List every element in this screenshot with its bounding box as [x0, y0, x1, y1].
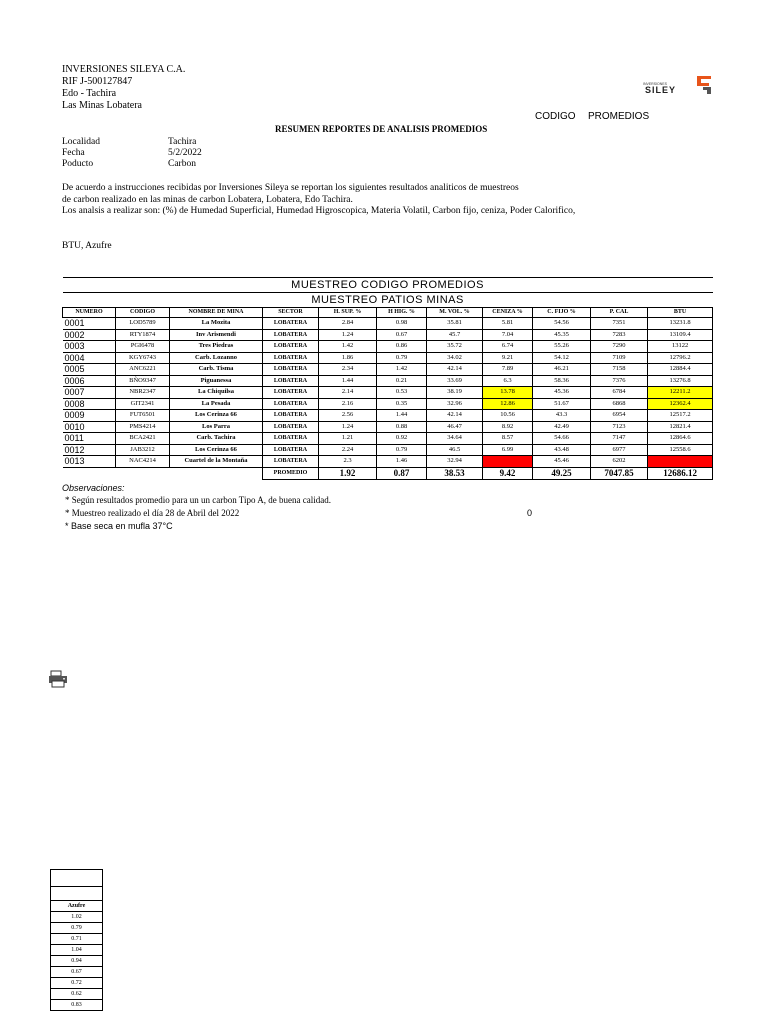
cell-hsup: 2.34	[319, 364, 377, 376]
promedio-ceniza: 9.42	[483, 467, 533, 479]
azufre-row	[51, 934, 103, 945]
observation-note: * Muestreo realizado el día 28 de Abril del 2022	[65, 508, 240, 518]
cell-hhig: 1.46	[377, 456, 427, 468]
cell-hsup: 2.84	[319, 318, 377, 330]
azufre-value: 1.04	[51, 945, 103, 956]
cell-codigo: NBR2347	[116, 387, 170, 399]
cell-hhig: 0.67	[377, 329, 427, 341]
cell-hsup: 2.24	[319, 444, 377, 456]
cell-mvol: 34.64	[427, 433, 483, 445]
cell-sector: LOBATERA	[263, 398, 319, 410]
azufre-blank-cell	[51, 870, 103, 887]
table-row	[63, 329, 713, 341]
cell-mina: La Chiquilsa	[170, 387, 263, 399]
table-row	[63, 456, 713, 468]
cell-sector: LOBATERA	[263, 410, 319, 422]
table-row	[63, 341, 713, 353]
azufre-row	[51, 923, 103, 934]
cell-hsup: 2.16	[319, 398, 377, 410]
cell-hsup: 1.86	[319, 352, 377, 364]
cell-codigo: RTY1874	[116, 329, 170, 341]
cell-hhig: 0.86	[377, 341, 427, 353]
cell-pcal: 6954	[591, 410, 648, 422]
sileya-logo	[643, 74, 713, 96]
cell-hsup: 2.14	[319, 387, 377, 399]
paragraph-line: de carbon realizado en las minas de carbon Lobatera, Lobatera, Edo Tachira.	[62, 194, 353, 205]
cell-mvol: 35.72	[427, 341, 483, 353]
cell-cfijo: 54.56	[533, 318, 591, 330]
cell-mina: Carb. Tachira	[170, 433, 263, 445]
cell-numero: 0003	[63, 341, 116, 353]
azufre-blank-cell	[51, 887, 103, 901]
report-title: RESUMEN REPORTES DE ANALISIS PROMEDIOS	[275, 124, 488, 134]
cell-ceniza: 13.78	[483, 387, 533, 399]
cell-mina: Los Cerinza 66	[170, 444, 263, 456]
cell-numero: 0007	[63, 387, 116, 399]
blank-cell	[170, 467, 263, 479]
promedio-pcal: 7047.85	[591, 467, 648, 479]
blank-cell	[63, 467, 116, 479]
cell-sector: LOBATERA	[263, 318, 319, 330]
cell-ceniza: 8.57	[483, 433, 533, 445]
cell-codigo: KGY6743	[116, 352, 170, 364]
cell-hhig: 0.35	[377, 398, 427, 410]
cell-hsup: 1.21	[319, 433, 377, 445]
column-header: C. FIJO %	[533, 308, 591, 318]
cell-mina: Tres Piedras	[170, 341, 263, 353]
table-subtitle: MUESTREO PATIOS MINAS	[63, 293, 713, 308]
cell-mvol: 35.81	[427, 318, 483, 330]
cell-sector: LOBATERA	[263, 375, 319, 387]
promedio-cfijo: 49.25	[533, 467, 591, 479]
cell-pcal: 7283	[591, 329, 648, 341]
column-header: P. CAL	[591, 308, 648, 318]
cell-mvol: 46.5	[427, 444, 483, 456]
intro-paragraph	[62, 183, 662, 218]
table-row	[63, 375, 713, 387]
cell-hsup: 1.24	[319, 421, 377, 433]
cell-mina: Los Cerinza 66	[170, 410, 263, 422]
azufre-value: 1.02	[51, 912, 103, 923]
cell-pcal: 6868	[591, 398, 648, 410]
promedio-row	[63, 467, 713, 479]
column-header: CENIZA %	[483, 308, 533, 318]
cell-sector: LOBATERA	[263, 352, 319, 364]
cell-cfijo: 42.49	[533, 421, 591, 433]
observaciones-title: Observaciones:	[62, 483, 125, 493]
cell-mvol: 32.96	[427, 398, 483, 410]
cell-numero: 0005	[63, 364, 116, 376]
cell-cfijo: 54.12	[533, 352, 591, 364]
btu-line: BTU, Azufre	[62, 241, 112, 251]
column-header: H HIG. %	[377, 308, 427, 318]
cell-numero: 0013	[63, 456, 116, 468]
paragraph-line: De acuerdo a instrucciones recibidas por Inversiones Sileya se reportan los siguientes resultados analiticos de muestreos	[62, 183, 519, 193]
cell-btu: 12558.6	[648, 444, 713, 456]
cell-btu: 13231.8	[648, 318, 713, 330]
cell-hhig: 0.79	[377, 352, 427, 364]
cell-mina: La Mozita	[170, 318, 263, 330]
table-row	[63, 352, 713, 364]
table-title: MUESTREO CODIGO PROMEDIOS	[63, 278, 713, 293]
cell-pcal: 7290	[591, 341, 648, 353]
cell-ceniza: 6.99	[483, 444, 533, 456]
azufre-row	[51, 989, 103, 1000]
cell-sector: LOBATERA	[263, 444, 319, 456]
cell-pcal: 6977	[591, 444, 648, 456]
cell-mina: Carb. Tisma	[170, 364, 263, 376]
cell-cfijo: 55.26	[533, 341, 591, 353]
cell-hhig: 0.98	[377, 318, 427, 330]
cell-ceniza: 9.21	[483, 352, 533, 364]
cell-numero: 0011	[63, 433, 116, 445]
cell-pcal: 7376	[591, 375, 648, 387]
cell-numero: 0006	[63, 375, 116, 387]
cell-btu: 13276.8	[648, 375, 713, 387]
cell-sector: LOBATERA	[263, 341, 319, 353]
azufre-row	[51, 967, 103, 978]
cell-cfijo: 51.67	[533, 398, 591, 410]
azufre-header: Azufre	[51, 901, 103, 912]
results-table	[62, 277, 713, 480]
cell-codigo: PGI6478	[116, 341, 170, 353]
cell-mvol: 42.14	[427, 410, 483, 422]
cell-pcal: 6784	[591, 387, 648, 399]
cell-cfijo: 45.46	[533, 456, 591, 468]
cell-btu: 12796.2	[648, 352, 713, 364]
azufre-row	[51, 956, 103, 967]
observation-note: * Según resultados promedio para un un carbon Tipo A, de buena calidad.	[65, 495, 331, 505]
company-name: INVERSIONES SILEYA C.A.	[62, 64, 186, 75]
cell-numero: 0004	[63, 352, 116, 364]
cell-numero: 0010	[63, 421, 116, 433]
codigo-label: CODIGO	[535, 111, 576, 122]
cell-pcal: 7158	[591, 364, 648, 376]
cell-cfijo: 43.48	[533, 444, 591, 456]
cell-ceniza: 7.04	[483, 329, 533, 341]
cell-mvol: 42.14	[427, 364, 483, 376]
cell-codigo: PMS4214	[116, 421, 170, 433]
azufre-row	[51, 945, 103, 956]
cell-sector: LOBATERA	[263, 387, 319, 399]
cell-hhig: 0.88	[377, 421, 427, 433]
cell-btu: 12517.2	[648, 410, 713, 422]
paragraph-line: Los analsis a realizar son: (%) de Humedad Superficial, Humedad Higroscopica, Materia Volatil, Carbon fijo, ceniza, Poder Calorifico,	[62, 206, 576, 216]
cell-hhig: 0.79	[377, 444, 427, 456]
cell-hhig: 1.44	[377, 410, 427, 422]
cell-mvol: 34.02	[427, 352, 483, 364]
column-header: SECTOR	[263, 308, 319, 318]
cell-numero: 0001	[63, 318, 116, 330]
cell-hhig: 0.53	[377, 387, 427, 399]
info-value: Carbon	[168, 159, 196, 169]
svg-text:INVERSIONES: INVERSIONES	[643, 82, 667, 86]
azufre-value: 0.94	[51, 956, 103, 967]
cell-mvol: 45.7	[427, 329, 483, 341]
company-location: Las Minas Lobatera	[62, 100, 142, 111]
info-key: Fecha	[62, 148, 85, 158]
azufre-value: 0.62	[51, 989, 103, 1000]
svg-text:SILEY: SILEY	[645, 85, 677, 95]
cell-codigo: ANC6221	[116, 364, 170, 376]
cell-pcal: 6202	[591, 456, 648, 468]
cell-hhig: 0.92	[377, 433, 427, 445]
cell-btu: 12362.4	[648, 398, 713, 410]
table-row	[63, 410, 713, 422]
cell-cfijo: 58.36	[533, 375, 591, 387]
cell-mina: Carb. Lozanno	[170, 352, 263, 364]
table-row	[63, 364, 713, 376]
company-header	[62, 64, 185, 112]
azufre-row	[51, 1000, 103, 1011]
cell-btu: 12884.4	[648, 364, 713, 376]
azufre-value: 0.67	[51, 967, 103, 978]
cell-codigo: BÑO9347	[116, 375, 170, 387]
table-row	[63, 398, 713, 410]
observation-note: * Base seca en mufla 37°C	[65, 521, 173, 531]
cell-hsup: 1.42	[319, 341, 377, 353]
info-key: Poducto	[62, 159, 94, 169]
cell-ceniza	[483, 456, 533, 468]
info-value: Tachira	[168, 137, 197, 147]
azufre-table	[50, 869, 103, 1011]
azufre-row	[51, 912, 103, 923]
column-header: M. VOL. %	[427, 308, 483, 318]
table-row	[63, 444, 713, 456]
cell-sector: LOBATERA	[263, 421, 319, 433]
info-key: Localidad	[62, 137, 100, 147]
cell-hhig: 1.42	[377, 364, 427, 376]
column-header: BTU	[648, 308, 713, 318]
promedio-btu: 12686.12	[648, 467, 713, 479]
cell-codigo: BCA2421	[116, 433, 170, 445]
cell-ceniza: 10.56	[483, 410, 533, 422]
cell-ceniza: 6.3	[483, 375, 533, 387]
promedio-hsup: 1.92	[319, 467, 377, 479]
cell-mina: La Pesada	[170, 398, 263, 410]
cell-mvol: 46.47	[427, 421, 483, 433]
promedio-mvol: 38.53	[427, 467, 483, 479]
azufre-value: 0.79	[51, 923, 103, 934]
cell-mvol: 32.94	[427, 456, 483, 468]
cell-ceniza: 12.86	[483, 398, 533, 410]
cell-numero: 0012	[63, 444, 116, 456]
cell-btu: 12864.6	[648, 433, 713, 445]
cell-btu: 13122	[648, 341, 713, 353]
cell-btu: 13109.4	[648, 329, 713, 341]
cell-cfijo: 46.21	[533, 364, 591, 376]
cell-mina: Cuartel de la Montaña	[170, 456, 263, 468]
azufre-value: 0.72	[51, 978, 103, 989]
azufre-value: 0.83	[51, 1000, 103, 1011]
cell-ceniza: 8.92	[483, 421, 533, 433]
cell-hsup: 1.24	[319, 329, 377, 341]
cell-cfijo: 43.3	[533, 410, 591, 422]
cell-numero: 0002	[63, 329, 116, 341]
blank-cell	[116, 467, 170, 479]
promedio-hhig: 0.87	[377, 467, 427, 479]
cell-numero: 0009	[63, 410, 116, 422]
cell-cfijo: 45.35	[533, 329, 591, 341]
table-row	[63, 433, 713, 445]
cell-ceniza: 5.81	[483, 318, 533, 330]
table-row	[63, 318, 713, 330]
column-header: H. SUP. %	[319, 308, 377, 318]
cell-mvol: 38.19	[427, 387, 483, 399]
cell-cfijo: 54.66	[533, 433, 591, 445]
cell-mina: Los Parra	[170, 421, 263, 433]
cell-hsup: 2.56	[319, 410, 377, 422]
column-header: NOMBRE DE MINA	[170, 308, 263, 318]
cell-codigo: NAC4214	[116, 456, 170, 468]
cell-sector: LOBATERA	[263, 433, 319, 445]
cell-sector: LOBATERA	[263, 329, 319, 341]
side-value: 0	[527, 508, 533, 518]
cell-codigo: GIT2341	[116, 398, 170, 410]
cell-hsup: 1.44	[319, 375, 377, 387]
cell-hhig: 0.21	[377, 375, 427, 387]
promedio-label: PROMEDIO	[263, 467, 319, 479]
cell-pcal: 7351	[591, 318, 648, 330]
cell-sector: LOBATERA	[263, 456, 319, 468]
info-block	[62, 137, 202, 170]
column-header: NUMERO	[63, 308, 116, 318]
cell-btu: 12821.4	[648, 421, 713, 433]
cell-pcal: 7123	[591, 421, 648, 433]
cell-codigo: FUT6501	[116, 410, 170, 422]
azufre-row	[51, 978, 103, 989]
column-header: CODIGO	[116, 308, 170, 318]
table-row	[63, 387, 713, 399]
cell-sector: LOBATERA	[263, 364, 319, 376]
cell-mina: Piguanessa	[170, 375, 263, 387]
table-row	[63, 421, 713, 433]
promedios-label: PROMEDIOS	[588, 111, 650, 122]
cell-mina: Inv Arismendi	[170, 329, 263, 341]
company-rif: RIF J-500127847	[62, 76, 133, 87]
cell-btu: 12211.2	[648, 387, 713, 399]
cell-btu	[648, 456, 713, 468]
cell-pcal: 7147	[591, 433, 648, 445]
cell-pcal: 7109	[591, 352, 648, 364]
info-value: 5/2/2022	[168, 148, 202, 158]
cell-mvol: 33.69	[427, 375, 483, 387]
azufre-value: 0.71	[51, 934, 103, 945]
cell-hsup: 2.3	[319, 456, 377, 468]
cell-codigo: JAB3212	[116, 444, 170, 456]
cell-cfijo: 45.36	[533, 387, 591, 399]
cell-codigo: LOD5789	[116, 318, 170, 330]
cell-ceniza: 7.89	[483, 364, 533, 376]
cell-ceniza: 6.74	[483, 341, 533, 353]
printer-icon[interactable]	[48, 670, 68, 688]
company-state: Edo - Tachira	[62, 88, 117, 99]
cell-numero: 0008	[63, 398, 116, 410]
